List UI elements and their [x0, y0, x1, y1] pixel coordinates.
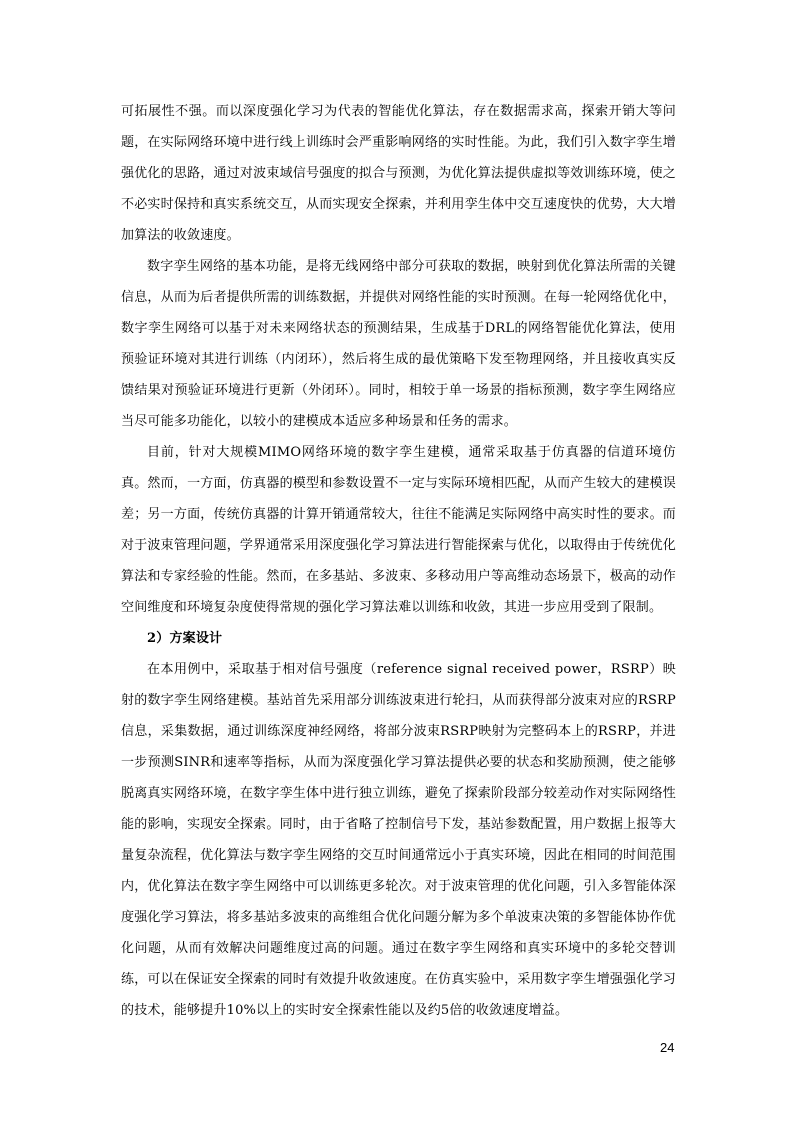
page-number: 24	[660, 1040, 675, 1055]
section-heading: 2）方案设计	[147, 631, 223, 646]
paragraph-solution-design: 在本用例中，采取基于相对信号强度（reference signal received power，RSRP）映射的数字孪生网络建模。基站首先采用部分训练波束进行轮扫，从而获得部分波束对应的RSRP信息，采集数据，通过训练深度神经网络，将部分波束RSRP映射为完整码本上的RSRP，并进一步预测SINR和速率等指标，从而为深度强化学习算法提供必要的状态和奖励预测，使之能够脱离真实网络环境，在数字孪生体中进行独立训练，避免了探索阶段部分较差动作对实际网络性能的影响，实现安全探索。同时，由于省略了控制信号下发，基站参数配置，用户数据上报等大量复杂流程，优化算法与数字孪生网络的交互时间通常远小于真实环境，因此在相同的时间范围内，优化算法在数字孪生网络中可以训练更多轮次。对于波束管理的优化问题，引入多智能体深度强化学习算法，将多基站多波束的高维组合优化问题分解为多个单波束决策的多智能体协作优化问题，从而有效解决问题维度过高的问题。通过在数字孪生网络和真实环境中的多轮交替训练，可以在保证安全探索的同时有效提升收敛速度。在仿真实验中，采用数字孪生增强强化学习的技术，能够提升10%以上的实时安全探索性能以及约5倍的收敛速度增益。	[121, 662, 676, 1018]
paragraph-current-status: 目前，针对大规模MIMO网络环境的数字孪生建模，通常采取基于仿真器的信道环境仿真。然而，一方面，仿真器的模型和参数设置不一定与实际环境相匹配，从而产生较大的建模误差；另一方面，传统仿真器的计算开销通常较大，往往不能满足实际网络中高实时性的要求。而对于波束管理问题，学界通常采用深度强化学习算法进行智能探索与优化，以取得由于传统优化算法和专家经验的性能。然而，在多基站、多波束、多移动用户等高维动态场景下，极高的动作空间维度和环境复杂度使得常规的强化学习算法难以训练和收敛，其进一步应用受到了限制。	[121, 445, 676, 615]
paragraph-continuation: 可拓展性不强。而以深度强化学习为代表的智能优化算法，存在数据需求高，探索开销大等问题，在实际网络环境中进行线上训练时会严重影响网络的实时性能。为此，我们引入数字孪生增强优化的思路，通过对波束域信号强度的拟合与预测，为优化算法提供虚拟等效训练环境，使之不必实时保持和真实系统交互，从而实现安全探索，并利用孪生体中交互速度快的优势，大大增加算法的收敛速度。	[121, 104, 676, 243]
page-body	[121, 96, 676, 1026]
paragraph-digital-twin-function: 数字孪生网络的基本功能，是将无线网络中部分可获取的数据，映射到优化算法所需的关键信息，从而为后者提供所需的训练数据，并提供对网络性能的实时预测。在每一轮网络优化中，数字孪生网络可以基于对未来网络状态的预测结果，生成基于DRL的网络智能优化算法，使用预验证环境对其进行训练（内闭环），然后将生成的最优策略下发至物理网络，并且接收真实反馈结果对预验证环境进行更新（外闭环）。同时，相较于单一场景的指标预测，数字孪生网络应当尽可能多功能化，以较小的建模成本适应多种场景和任务的需求。	[121, 259, 676, 429]
